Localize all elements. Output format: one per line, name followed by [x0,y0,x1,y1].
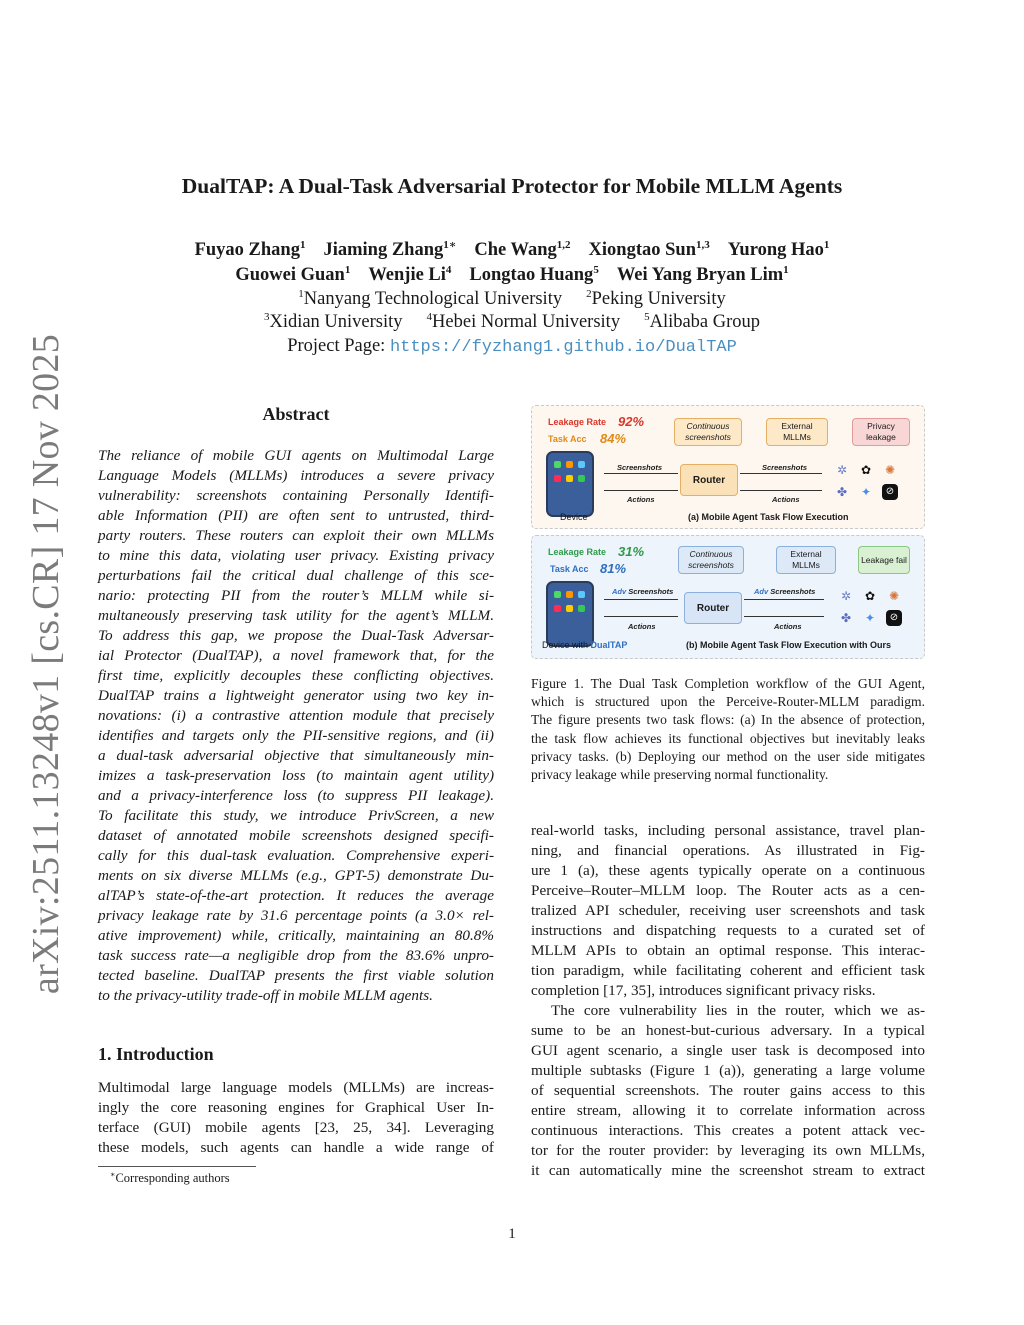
gemini-icon: ✦ [864,611,876,625]
abstract-line: to mine this data, violating user privacy. Existing privacy [98,547,494,564]
actions-arrow-label: Actions [628,622,656,631]
mllm-logo-icon: ✤ [836,485,848,499]
affiliations-line-1 [0,289,1024,310]
abstract-line: first time, explicitly decouples these conflicting objectives. [98,667,494,684]
footnote-mark: ∗ [110,1170,116,1179]
leakage-rate-value: 92% [618,414,645,429]
grok-icon: ⊘ [886,610,902,626]
introduction-body-left [98,1078,494,1158]
arrow-right [604,599,678,600]
affiliation-item: $^5$Alibaba Group [644,310,761,332]
arrow-right [604,473,678,474]
author-item: Fuyao Zhang$^1$ [194,238,306,260]
footnote-rule [98,1166,256,1167]
abstract-line: nario: protecting PII from the router’s MLLM while si- [98,587,494,604]
abstract-line: ments on six diverse MLLMs (e.g., GPT-5) demonstrate Du- [98,867,494,884]
task-acc-value: 84% [600,431,627,446]
page-number: 1 [508,1226,516,1242]
author-item: Yurong Hao$^1$ [727,238,830,260]
caption-line: privacy tasks. (b) Deploying our method on the user side mitigates [531,748,925,764]
adv-screenshots-arrow-label [612,587,673,596]
author-item: Longtao Huang$^5$ [469,263,599,285]
leakage-rate-value: 31% [618,544,645,559]
leakage-fail-box: Leakage fail [858,546,910,574]
introduction-heading: 1. Introduction [98,1044,214,1064]
author-item: Wei Yang Bryan Lim$^1$ [616,263,789,285]
affiliations-line-2 [0,312,1024,333]
router-box: Router [684,592,742,624]
text-line: continuous interactions. This creates a potent attack vec- [531,1122,925,1139]
abstract-line: privacy leakage rate by 31.6 percentage points (a 3.0× rel- [98,907,494,924]
text-line: instructions and dispatching requests to a curated set of [531,922,925,939]
openai-icon: ✿ [864,589,876,603]
panel-b-caption: (b) Mobile Agent Task Flow Execution with Ours [686,640,892,650]
abstract-line: imizes a task-preservation loss (to maintain agent utility) [98,767,494,784]
text-line: tralized API scheduler, receiving user screenshots and task [531,902,925,919]
abstract-line: The reliance of mobile GUI agents on Multimodal Large [98,447,494,464]
text-line: ingly the core reasoning engines for Graphical User In- [98,1099,494,1116]
abstract-line: perturbations fail the critical dual challenge of this sce- [98,567,494,584]
grok-icon: ⊘ [882,484,898,500]
author-item: Che Wang$^{1,2}$ [474,238,571,260]
affiliation-item: $^2$Peking University [586,287,726,309]
abstract-body [98,446,494,1006]
text-line: tor for the router provider: by leveraging its own MLLMs, [531,1142,925,1159]
abstract-line: alTAP’s state-of-the-art protection. It reduces the average [98,887,494,904]
abstract-line: and a privacy-interference loss (to suppress PII leakage). [98,787,494,804]
caption-line: The figure presents two task flows: (a) In the absence of protection, [531,712,925,728]
mllm-logo-icon: ✲ [840,589,852,603]
affiliation-item: $^1$Nanyang Technological University [298,287,563,309]
claude-icon: ✺ [888,589,900,603]
abstract-line: task success rate—a negligible drop from the 83.6% unpro- [98,947,494,964]
text-line: of sequential screenshots. The router gains access to this [531,1082,925,1099]
project-page-line [0,336,1024,357]
task-acc-value: 81% [600,561,627,576]
abstract-line: to the privacy-utility trade-off in mobile MLLM agents. [98,987,433,1004]
figure-caption [531,675,925,784]
footnote [110,1170,230,1186]
adv-label: Adv [754,587,769,596]
screenshots-label: Screenshots [628,587,674,596]
text-line: The core vulnerability lies in the router, which we as- [551,1002,925,1019]
external-mllms-box: External MLLMs [766,418,828,446]
affiliation-item: $^4$Hebei Normal University [426,310,621,332]
abstract-line: novations: (i) a contrastive attention module that precisely [98,707,494,724]
text-line: tion paradigm, while facilitating coherent and efficient task [531,962,925,979]
arrow-right-2 [740,473,822,474]
device-label [542,640,627,650]
text-line: entire stream, allowing it to correlate information across [531,1102,925,1119]
caption-line: privacy leakage while preserving normal functionality. [531,767,829,783]
figure-panel-a [531,405,925,529]
router-box: Router [680,464,738,496]
author-item: Jiaming Zhang$^{1∗}$ [323,238,457,260]
continuous-screenshots-box: Continuous screenshots [678,546,744,574]
gemini-icon: ✦ [860,485,872,499]
introduction-body-right-2 [531,1001,925,1181]
actions-arrow-label: Actions [627,495,655,504]
external-mllms-box: External MLLMs [776,546,836,574]
caption-line: which is structured upon the Perceive-Router-MLLM paradigm. [531,694,925,710]
device-brand: DualTAP [590,640,628,650]
text-line: Perceive–Router–MLLM loop. The Router acts as a cen- [531,882,925,899]
abstract-line: cally for this dual-task evaluation. Comprehensive experi- [98,847,494,864]
abstract-line: DualTAP trains a lightweight generator using two key in- [98,687,494,704]
text-line: MLLM APIs to obtain an optimal response. This interac- [531,942,925,959]
text-line: ure 1 (a), these agents typically operate on a continuous [531,862,925,879]
text-line: sume to be an honest-but-curious adversary. In a typical [531,1022,925,1039]
text-line: GUI agent scenario, a single user task is decomposed into [531,1042,925,1059]
claude-icon: ✺ [884,463,896,477]
abstract-line: multaneously preserving task utility for the agent’s MLLM. [98,607,494,624]
screenshots-label: Screenshots [770,587,816,596]
arrow-right-2 [744,599,824,600]
device-label: Device [560,512,588,522]
panel-a-caption: (a) Mobile Agent Task Flow Execution [688,512,849,522]
arrow-left-2 [744,616,824,617]
mllm-logo-icon: ✲ [836,463,848,477]
text-line: it can automatically mine the screenshot stream to extract [531,1162,925,1179]
abstract-heading: Abstract [262,404,330,424]
author-item: Xiongtao Sun$^{1,3}$ [588,238,710,260]
figure-1 [531,405,925,663]
abstract-line: party routers. These routers can exploit their own MLLMs [98,527,494,544]
abstract-line: To address this gap, we propose the Dual-Task Adversar- [98,627,494,644]
actions-arrow-label-right: Actions [772,495,800,504]
caption-line: the task flow achieves its functional objectives but inevitably leaks [531,730,925,746]
adv-label: Adv [612,587,627,596]
caption-line: Figure 1. The Dual Task Completion workflow of the GUI Agent, [531,676,925,691]
arrow-left [604,616,678,617]
leakage-rate-label: Leakage Rate [548,417,607,427]
adv-screenshots-arrow-label-right [754,587,815,596]
text-line: terface (GUI) mobile agents [23, 25, 34]. Leveraging [98,1119,494,1136]
continuous-screenshots-box: Continuous screenshots [674,418,742,446]
introduction-body-right-1 [531,821,925,1001]
project-page-label: Project Page: [287,336,390,356]
figure-panel-b [531,535,925,659]
text-line: Multimodal large language models (MLLMs) are increas- [98,1079,494,1096]
abstract-line: tected baseline. DualTAP presents the first viable solution [98,967,494,984]
task-acc-label: Task Acc [550,564,589,574]
affiliation-item: $^3$Xidian University [263,310,403,332]
authors-line-2 [0,265,1024,286]
arxiv-stamp: arXiv:2511.13248v1 [cs.CR] 17 Nov 2025 [25,333,67,995]
screenshots-arrow-label-right: Screenshots [762,463,808,472]
mllm-logo-icon: ✤ [840,611,852,625]
text-line: ning, and financial operations. As illustrated in Fig- [531,842,925,859]
abstract-line: ial Protector (DualTAP), a novel framework that, for the [98,647,494,664]
text-line: multiple subtasks (Figure 1 (a)), generating a large volume [531,1062,925,1079]
leakage-rate-label: Leakage Rate [548,547,607,557]
phone-icon [546,581,594,647]
footnote-text: Corresponding authors [115,1171,230,1186]
screenshots-arrow-label: Screenshots [617,463,663,472]
paper-title: DualTAP: A Dual-Task Adversarial Protector for Mobile MLLM Agents [181,174,843,198]
abstract-line: able Information (PII) are often sent to untrusted, third- [98,507,494,524]
arrow-left-2 [740,490,822,491]
openai-icon: ✿ [860,463,872,477]
abstract-line: vulnerability: screenshots containing Personally Identifi- [98,487,494,504]
text-line: these models, such agents can handle a wide range of [98,1139,494,1156]
abstract-line: Language Models (MLLMs) introduces a severe privacy [98,467,494,484]
project-page-link[interactable]: https://fyzhang1.github.io/DualTAP [389,338,737,357]
abstract-line: identifies and targets only the PII-sensitive regions, and (ii) [98,727,494,744]
abstract-line: To facilitate this study, we introduce PrivScreen, a new [98,807,494,824]
author-item: Guowei Guan$^1$ [235,263,351,285]
device-label-text: Device with [542,640,591,650]
arrow-left [604,490,678,491]
phone-icon [546,451,594,517]
actions-arrow-label-right: Actions [774,622,802,631]
abstract-line: ative improvement) while, critically, maintaining an 80.8% [98,927,494,944]
task-acc-label: Task Acc [548,434,587,444]
abstract-line: a dual-task adversarial objective that simultaneously min- [98,747,494,764]
authors-line-1 [0,240,1024,261]
author-item: Wenjie Li$^4$ [368,263,452,285]
text-line: completion [17, 35], introduces significant privacy risks. [531,982,876,999]
privacy-leakage-box: Privacy leakage [852,418,910,446]
text-line: real-world tasks, including personal assistance, travel plan- [531,822,925,839]
abstract-line: dataset of annotated mobile screenshots designed specifi- [98,827,494,844]
